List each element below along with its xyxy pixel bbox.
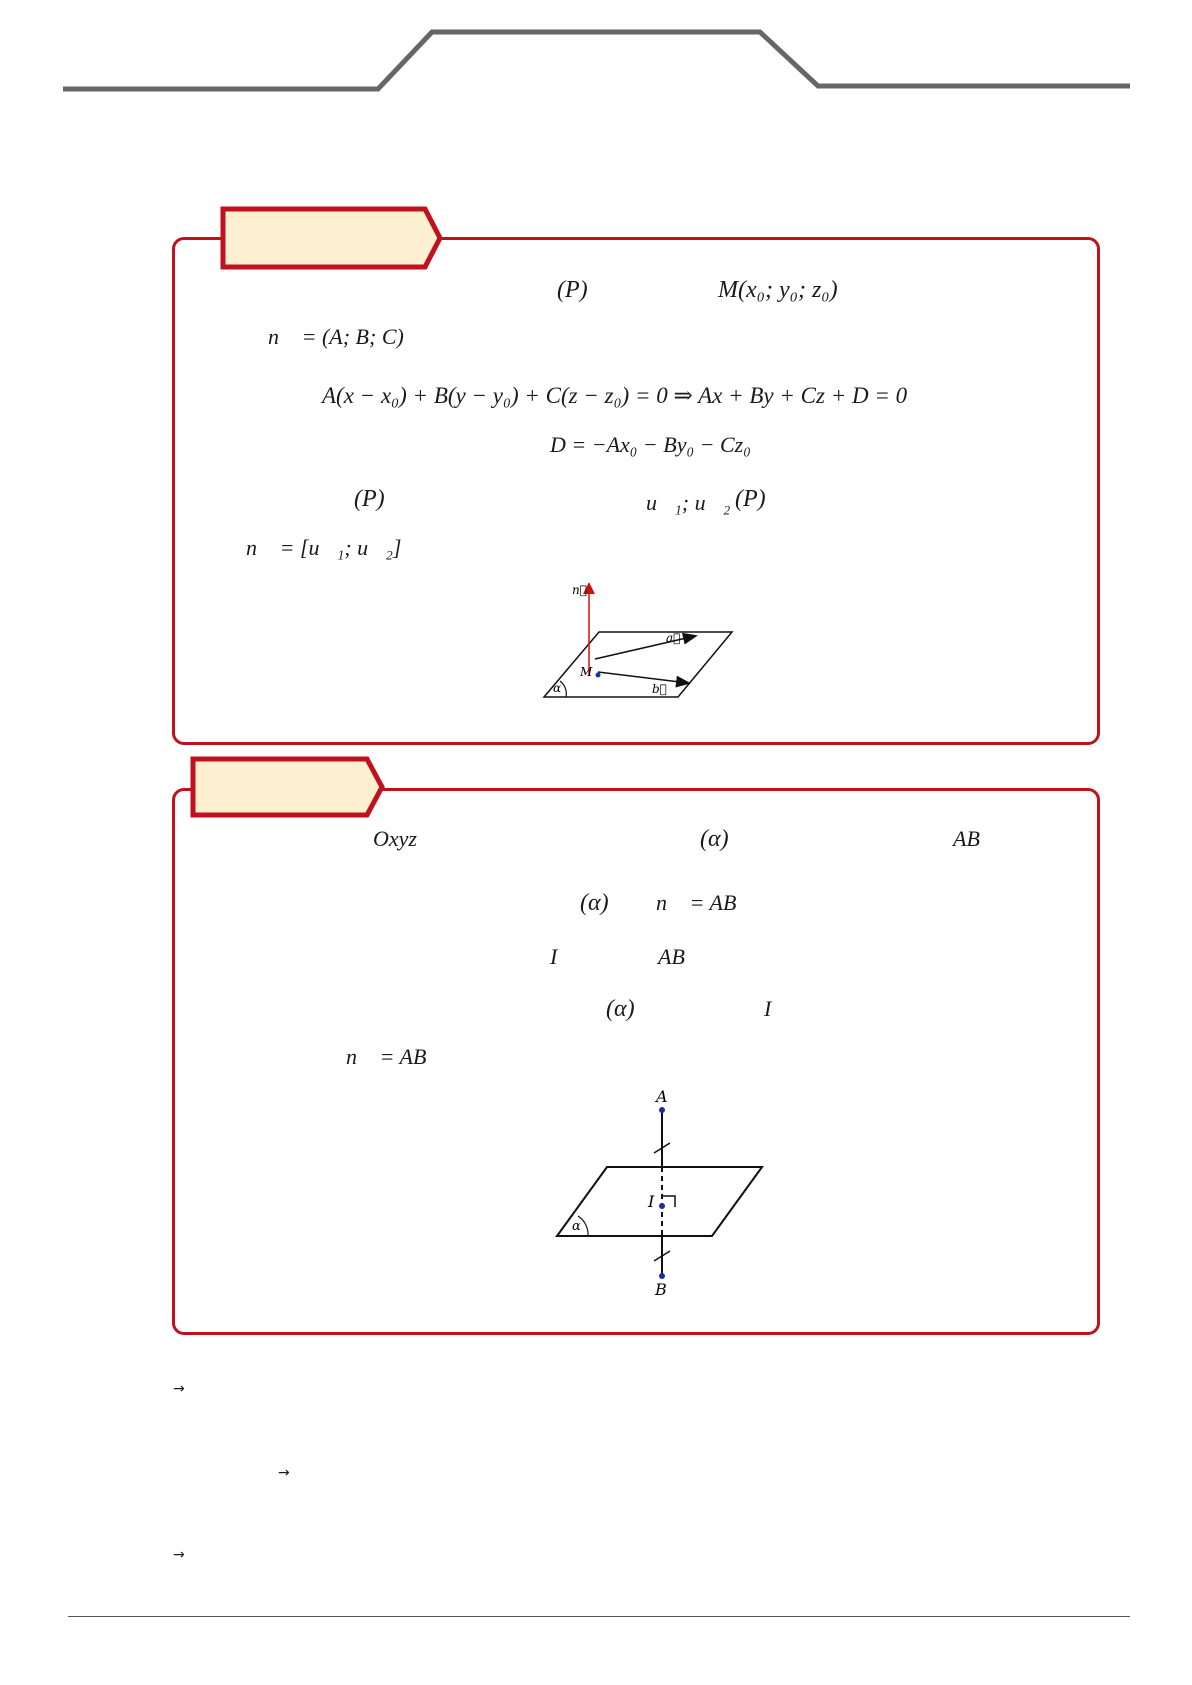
- box2-I-2: I: [764, 996, 772, 1021]
- plane-alpha-2: [557, 1167, 762, 1236]
- point-A: [659, 1107, 665, 1113]
- vector-b: [598, 672, 688, 683]
- box2-alpha-2: (α): [580, 890, 609, 916]
- label-I: I: [648, 1192, 655, 1211]
- label-B: B: [655, 1280, 667, 1299]
- box1-normal-vector: n⃗ = (A; B; C): [268, 324, 404, 349]
- footer-rule: [68, 1616, 1130, 1617]
- point-M: [596, 673, 601, 678]
- definition-tab: [220, 206, 445, 270]
- box1-D-formula: D = −Ax₀ − By₀ − Cz₀: [550, 432, 751, 457]
- box1-P-3: (P): [735, 486, 766, 512]
- label-a: a⃗: [666, 631, 681, 645]
- bottom-arrow-2: →: [278, 1465, 290, 1481]
- box2-alpha-1: (α): [700, 826, 729, 852]
- box1-P-2: (P): [354, 486, 385, 512]
- plane-normal-figure: [540, 580, 750, 710]
- box2-alpha-3: (α): [606, 996, 635, 1022]
- bottom-arrow-3: →: [173, 1547, 185, 1563]
- point-I: [659, 1203, 665, 1209]
- box1-cross-product: n⃗ = [u⃗₁; u⃗₂]: [246, 535, 402, 560]
- perpendicular-bisector-figure: [550, 1085, 770, 1305]
- label-alpha-2: α: [572, 1219, 581, 1234]
- label-M: M: [580, 665, 593, 679]
- label-A: A: [656, 1087, 668, 1106]
- example-tab: [190, 756, 390, 818]
- label-alpha: α: [553, 681, 562, 695]
- plane-alpha: [544, 632, 732, 697]
- box1-P: (P): [557, 277, 588, 303]
- label-b: b⃗: [652, 682, 667, 696]
- box2-AB-2: AB: [658, 944, 685, 969]
- box2-normal-AB-2: n⃗ = AB⃗: [346, 1044, 444, 1069]
- box1-M: M(x₀; y₀; z₀): [718, 277, 838, 303]
- header-decoration: [0, 0, 1192, 100]
- label-n: n⃗: [572, 583, 587, 597]
- box2-Oxyz: Oxyz: [373, 826, 417, 851]
- box1-u-vectors: u⃗₁; u⃗₂: [646, 490, 731, 515]
- bottom-arrow-1: →: [173, 1381, 185, 1397]
- point-B: [659, 1273, 665, 1279]
- box2-AB-1: AB: [953, 826, 980, 851]
- box1-plane-equation: A(x − x₀) + B(y − y₀) + C(z − z₀) = 0 ⇒ Ax + By + Cz + D = 0: [322, 383, 908, 408]
- box2-normal-AB: n⃗ = AB⃗: [656, 890, 754, 915]
- box2-I: I: [550, 944, 558, 969]
